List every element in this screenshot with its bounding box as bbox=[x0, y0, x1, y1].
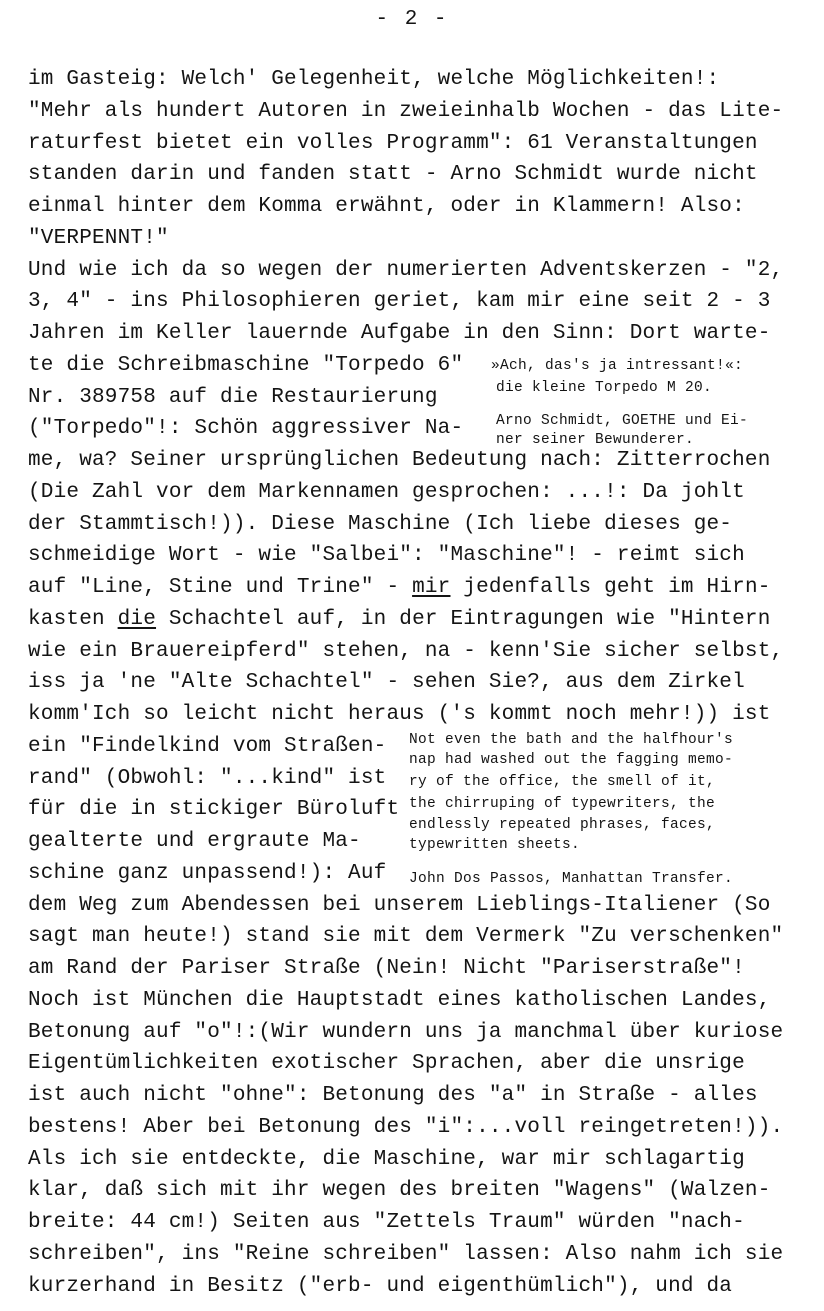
note-line: die kleine Torpedo M 20. bbox=[496, 380, 713, 396]
text-line: einmal hinter dem Komma erwähnt, oder in Klammern! Also: bbox=[28, 195, 745, 218]
text-line: standen darin und fanden statt - Arno Schmidt wurde nicht bbox=[28, 163, 758, 186]
text-line: ein "Findelkind vom Straßen- bbox=[28, 735, 387, 758]
text-line: 3, 4" - ins Philosophieren geriet, kam mir eine seit 2 - 3 bbox=[28, 290, 771, 313]
text-line: am Rand der Pariser Straße (Nein! Nicht "Pariserstraße"! bbox=[28, 957, 745, 980]
text-line: "VERPENNT!" bbox=[28, 227, 169, 250]
text-line: ("Torpedo"!: Schön aggressiver Na- bbox=[28, 417, 464, 440]
text-segment: auf "Line, Stine und Trine" - bbox=[28, 576, 400, 599]
text-line: wie ein Brauereipferd" stehen, na - kenn'Sie sicher selbst, bbox=[28, 640, 784, 663]
note-line: »Ach, das's ja intressant!«: bbox=[491, 358, 744, 374]
text-line: dem Weg zum Abendessen bei unserem Lieblings-Italiener (So bbox=[28, 894, 771, 917]
note-line: Arno Schmidt, GOETHE und Ei- bbox=[496, 413, 749, 429]
text-line: Eigentümlichkeiten exotischer Sprachen, aber die unsrige bbox=[28, 1052, 745, 1075]
text-line: sagt man heute!) stand sie mit dem Vermerk "Zu verschenken" bbox=[28, 925, 784, 948]
text-line: bestens! Aber bei Betonung des "i":...voll reingetreten!)). bbox=[28, 1116, 784, 1139]
text-line: Nr. 389758 auf die Restaurierung bbox=[28, 386, 438, 409]
note-line: the chirruping of typewriters, the bbox=[409, 796, 716, 812]
text-line: me, wa? Seiner ursprünglichen Bedeutung nach: Zitterrochen bbox=[28, 449, 771, 472]
text-line: (Die Zahl vor dem Markennamen gesprochen: ...!: Da johlt bbox=[28, 481, 745, 504]
note-line: John Dos Passos, Manhattan Transfer. bbox=[409, 871, 734, 887]
note-line: typewritten sheets. bbox=[409, 837, 581, 853]
note-line: Not even the bath and the halfhour's bbox=[409, 732, 734, 748]
text-line: breite: 44 cm!) Seiten aus "Zettels Traum" würden "nach- bbox=[28, 1211, 745, 1234]
text-line: schmeidige Wort - wie "Salbei": "Maschine"! - reimt sich bbox=[28, 544, 745, 567]
text-line: schine ganz unpassend!): Auf bbox=[28, 862, 387, 885]
text-line: im Gasteig: Welch' Gelegenheit, welche Möglichkeiten!: bbox=[28, 68, 720, 91]
text-line: der Stammtisch!)). Diese Maschine (Ich liebe dieses ge- bbox=[28, 513, 733, 536]
text-line: "Mehr als hundert Autoren in zweieinhalb Wochen - das Lite- bbox=[28, 100, 784, 123]
text-line: Noch ist München die Hauptstadt eines katholischen Landes, bbox=[28, 989, 771, 1012]
text-line bbox=[28, 609, 771, 630]
underlined-word: die bbox=[117, 608, 157, 631]
text-line: Jahren im Keller lauernde Aufgabe in den Sinn: Dort warte- bbox=[28, 322, 771, 345]
text-line: ist auch nicht "ohne": Betonung des "a" in Straße - alles bbox=[28, 1084, 758, 1107]
text-line bbox=[28, 577, 771, 598]
text-line: kurzerhand in Besitz ("erb- und eigenthümlich"), und da bbox=[28, 1275, 733, 1298]
text-line: für die in stickiger Büroluft bbox=[28, 798, 400, 821]
text-line: Betonung auf "o"!:(Wir wundern uns ja manchmal über kuriose bbox=[28, 1021, 784, 1044]
text-segment: jedenfalls geht im Hirn- bbox=[463, 576, 771, 599]
text-segment: kasten bbox=[28, 608, 105, 631]
text-line: Und wie ich da so wegen der numerierten Adventskerzen - "2, bbox=[28, 259, 784, 282]
underlined-word: mir bbox=[412, 576, 451, 599]
page-number: - 2 - bbox=[375, 8, 449, 31]
note-line: ry of the office, the smell of it, bbox=[409, 774, 716, 790]
note-line: endlessly repeated phrases, faces, bbox=[409, 817, 716, 833]
text-line: iss ja 'ne "Alte Schachtel" - sehen Sie?, aus dem Zirkel bbox=[28, 671, 745, 694]
note-line: nap had washed out the fagging memo- bbox=[409, 752, 734, 768]
note-line: ner seiner Bewunderer. bbox=[496, 432, 695, 448]
text-line: komm'Ich so leicht nicht heraus ('s kommt noch mehr!)) ist bbox=[28, 703, 771, 726]
text-line: rand" (Obwohl: "...kind" ist bbox=[28, 767, 387, 790]
text-segment: Schachtel auf, in der Eintragungen wie "Hintern bbox=[168, 608, 771, 631]
text-line: schreiben", ins "Reine schreiben" lassen: Also nahm ich sie bbox=[28, 1243, 784, 1266]
text-line: te die Schreibmaschine "Torpedo 6" bbox=[28, 354, 464, 377]
text-line: gealterte und ergraute Ma- bbox=[28, 830, 361, 853]
text-line: Als ich sie entdeckte, die Maschine, war mir schlagartig bbox=[28, 1148, 745, 1171]
text-line: klar, daß sich mit ihr wegen des breiten "Wagens" (Walzen- bbox=[28, 1179, 771, 1202]
text-line: raturfest bietet ein volles Programm": 61 Veranstaltungen bbox=[28, 132, 758, 155]
